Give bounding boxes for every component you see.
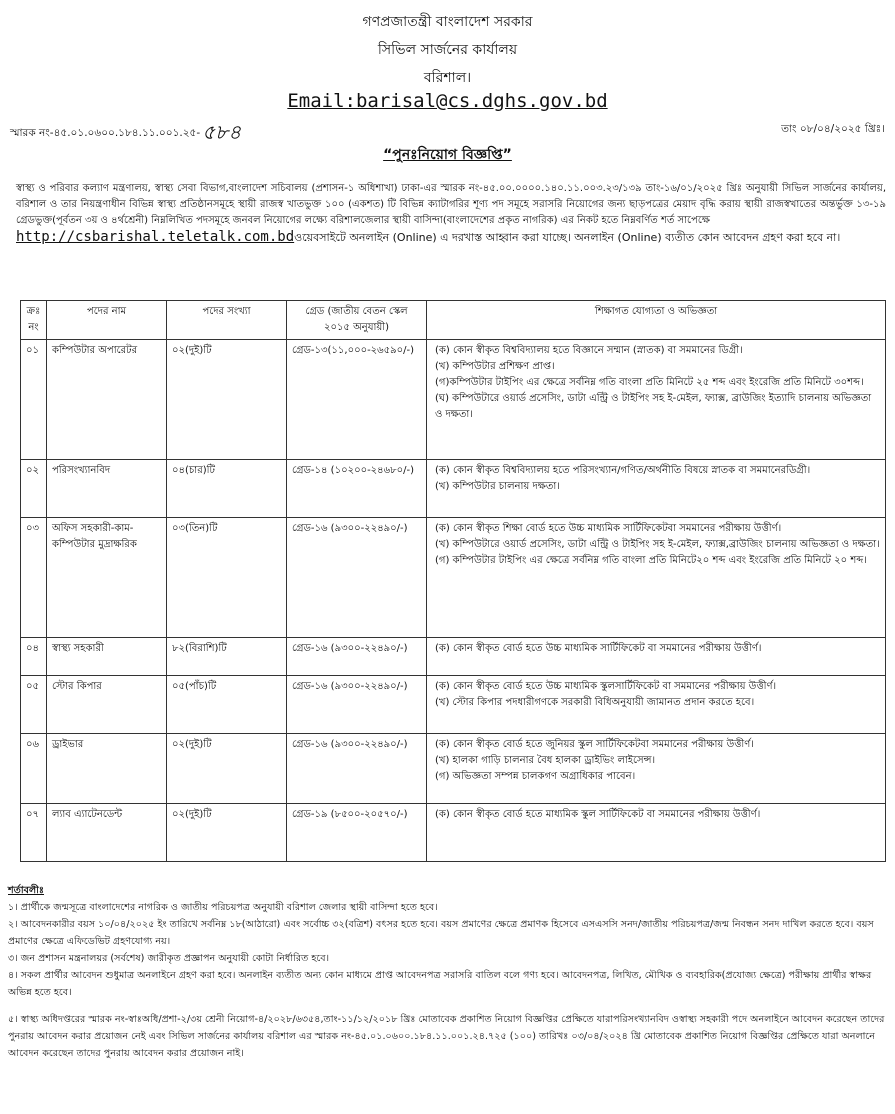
term-item: ১। প্রার্থীকে জন্মসূত্রে বাংলাদেশের নাগরিক ও জাতীয় পরিচয়পত্র অনুযায়ী বরিশাল জেলার স্থায়ী বাসিন্দা হতে হবে। [8, 902, 438, 913]
qualification-item: (ক) কোন স্বীকৃত বোর্ড হতে উচ্চ মাধ্যমিক সার্টিফিকেট বা সমমানের পরীক্ষায় উত্তীর্ণ। [435, 643, 762, 654]
qualification-item: (খ) কম্পিউটার চালনায় দক্ষতা। [435, 481, 560, 492]
post-name-cell: পরিসংখ্যানবিদ [47, 460, 167, 518]
post-name-cell: অফিস সহকারী-কাম-কম্পিউটার মুদ্রাক্ষরিক [47, 518, 167, 638]
grade-cell: গ্রেড-১৯ (৮৫০০-২০৫৭০/-) [287, 804, 427, 862]
qualification-item: (গ)কম্পিউটার টাইপিং এর ক্ষেত্রে সর্বনিম্ন গতি বাংলা প্রতি মিনিটে ২৫ শব্দ এবং ইংরেজি প্রতি মিনিটে ৩০শব্দ। [435, 377, 864, 388]
header-qualification: শিক্ষাগত যোগ্যতা ও অভিজ্ঞতা [427, 301, 886, 340]
grade-cell: গ্রেড-১৪ (১০২০০-২৪৬৮০/-) [287, 460, 427, 518]
table-row [21, 638, 886, 676]
qualification-item: (ক) কোন স্বীকৃত বোর্ড হতে জুনিয়র স্কুল সার্টিফিকেটবা সমমানের পরীক্ষায় উত্তীর্ণ। [435, 739, 754, 750]
post-count-cell: ০৩(তিন)টি [167, 518, 287, 638]
grade-cell: গ্রেড-১৬ (৯৩০০-২২৪৯০/-) [287, 518, 427, 638]
qualification-item: (ক) কোন স্বীকৃত বোর্ড হতে উচ্চ মাধ্যমিক স্কুলসার্টিফিকেট বা সমমানের পরীক্ষায় উত্তীর্ণ। [435, 681, 777, 692]
qualification-item: (খ) কম্পিউটার প্রশিক্ষণ প্রাপ্ত। [435, 361, 555, 372]
terms-title: শর্তাবলীঃ [8, 885, 45, 896]
qualification-cell [427, 340, 886, 460]
qualification-cell [427, 518, 886, 638]
grade-cell: গ্রেড-১৬ (৯৩০০-২২৪৯০/-) [287, 638, 427, 676]
qualification-cell [427, 734, 886, 804]
post-count-cell: ০২(দুই)টি [167, 340, 287, 460]
table-row [21, 460, 886, 518]
qualification-cell [427, 676, 886, 734]
table-row [21, 340, 886, 460]
grade-cell: গ্রেড-১৬ (৯৩০০-২২৪৯০/-) [287, 676, 427, 734]
post-count-cell: ০৪(চার)টি [167, 460, 287, 518]
term-item: ২। আবেদনকারীর বয়স ১০/০৪/২০২৫ ইং তারিখে সর্বনিম্ন ১৮(আঠারো) এবং সর্বোচ্চ ৩২(বত্রিশ) বৎসর হতে হবে। বয়স প্রমাণের ক্ষেত্রে প্রমাণক হিসেবে এসএসসি সনদ/জাতীয় পরিচয়পত্র/জন্ম নিবন্ধন সনদ দাখিল করতে হবে। বয়স প্রমাণের ক্ষেত্রে এফিডেভিট গ্রহণযোগ্য নয়। [8, 919, 874, 947]
qualification-item: (ক) কোন স্বীকৃত বোর্ড হতে মাধ্যমিক স্কুল সার্টিফিকেট বা সমমানের পরীক্ষায় উত্তীর্ণ। [435, 809, 761, 820]
serial-cell: ০৭ [21, 804, 47, 862]
table-row [21, 804, 886, 862]
table-row [21, 676, 886, 734]
intro-paragraph [16, 181, 886, 247]
qualification-item: (ক) কোন স্বীকৃত শিক্ষা বোর্ড হতে উচ্চ মাধ্যমিক সার্টিফিকেটবা সমমানের পরীক্ষায় উত্তীর্ণ। [435, 523, 782, 534]
qualification-cell [427, 460, 886, 518]
header-location: বরিশাল। [423, 70, 472, 86]
post-name-cell: ড্রাইভার [47, 734, 167, 804]
post-count-cell: ৮২(বিরাশি)টি [167, 638, 287, 676]
vacancy-table-body [21, 340, 886, 862]
table-row [21, 518, 886, 638]
post-name-cell: স্বাস্থ্য সহকারী [47, 638, 167, 676]
qualification-item: (গ) অভিজ্ঞতা সম্পন্ন চালকগণ অগ্রাধিকার পাবেন। [435, 771, 636, 782]
serial-cell: ০৬ [21, 734, 47, 804]
intro-rest: ওয়েবসাইটে অনলাইন (Online) এ দরখাস্ত আহ্বান করা যাচ্ছে। অনলাইন (Online) ব্যতীত কোন আবেদন গ্রহণ করা হবে না। [294, 231, 841, 244]
post-name-cell: স্টোর কিপার [47, 676, 167, 734]
post-name-cell: কম্পিউটার অপারেটর [47, 340, 167, 460]
term-item: ৩। জন প্রশাসন মন্ত্রনালয়র (সর্বশেষ) জারীকৃত প্রজ্ঞাপন অনুযায়ী কোটা নির্ধারিত হবে। [8, 953, 330, 964]
header-office: সিভিল সার্জনের কার্যালয় [377, 42, 518, 58]
serial-cell: ০১ [21, 340, 47, 460]
post-count-cell: ০২(দুই)টি [167, 804, 287, 862]
memo-number: স্মারক নং-৪৫.০১.০৬০০.১৮৪.১১.০০১.২৫- [10, 127, 201, 139]
qualification-item: (ক) কোন স্বীকৃত বিশ্ববিদ্যালয় হতে পরিসংখ্যান/গণিত/অর্থনীতি বিষয়ে স্নাতক বা সমমানেরডিগ্রী। [435, 465, 811, 476]
qualification-item: (খ) হালকা গাড়ি চালনার বৈধ হালকা ড্রাইভিং লাইসেন্স। [435, 755, 656, 766]
header-grade: গ্রেড (জাতীয় বেতন স্কেল ২০১৫ অনুযায়ী) [287, 301, 427, 340]
memo-handwritten-number: ৫৮৪ [202, 120, 242, 144]
qualification-item: (ঘ) কম্পিউটারে ওয়ার্ড প্রসেসিং, ডাটা এন্ট্রি ও টাইপিং সহ ই-মেইল, ফ্যাক্স, ব্রাউজিং ইত্যাদি চালনায় অভিজ্ঞতা ও দক্ষতা। [435, 393, 872, 420]
serial-cell: ০৫ [21, 676, 47, 734]
grade-cell: গ্রেড-১৬ (৯৩০০-২২৪৯০/-) [287, 734, 427, 804]
term-item: ৪। সকল প্রার্থীর আবেদন শুধুমাত্র অনলাইনে গ্রহণ করা হবে। অনলাইন ব্যতীত অন্য কোন মাধ্যমে প্রাপ্ত আবেদনপত্র সরাসরি বাতিল বলে গণ্য হবে। আবেদনপত্র, লিখিত, মৌখিক ও ব্যবহারিক(প্রযোজ্য ক্ষেত্রে) পরীক্ষায় প্রার্থীর স্বাক্ষর অভিন্ন হতে হবে। [8, 970, 872, 998]
qualification-cell [427, 638, 886, 676]
qualification-item: (ক) কোন স্বীকৃত বিশ্ববিদ্যালয় হতে বিজ্ঞানে সম্মান (স্নাতক) বা সমমানের ডিগ্রী। [435, 345, 743, 356]
qualification-item: (খ) স্টোর কিপার পদধারীগণকে সরকারী বিধিঅনুযায়ী জামানত প্রদান করতে হবে। [435, 697, 755, 708]
qualification-item: (গ) কম্পিউটার টাইপিং এর ক্ষেত্রে সর্বনিম্ন গতি বাংলা প্রতি মিনিটে২০ শব্দ এবং ইংরেজি প্রতি মিনিটে ২০ শব্দ। [435, 555, 867, 566]
memo-date: তাং ০৮/০৪/২০২৫ খ্রিঃ। [781, 123, 885, 135]
terms-section [8, 882, 886, 1062]
header-serial: ক্রঃ নং [21, 301, 47, 340]
table-header-row [21, 301, 886, 340]
table-row [21, 734, 886, 804]
term-item: ৫। স্বাস্থ্য অধিদপ্তরের স্মারক নং-স্বাঃঅধি/প্রশা-২/৩য় শ্রেনী নিয়োগ-৪/২০২৮/৬৩৫৪,তাং-১১/১২/২০১৮ খ্রিঃ মোতাবেক প্রকাশিত নিয়োগ বিজ্ঞপ্তির প্রেক্ষিতে যারাপরিসংখ্যানবিদ ওস্বাস্থ্য সহকারী পদে অনলাইনে আবেদন করেছেন তাদের পুনরায় আবেদন করার প্রয়োজন নেই এবং সিভিল সার্জনের কার্যালয় বরিশাল এর স্মারক নং-৪৫.০১.০৬০০.১৮৪.১১.০০১.২৪.৭২৫ (১০০) তারিখঃ ০৩/০৪/২০২৪ খ্রি মোতাবেক প্রকাশিত নিয়োগ বিজ্ঞপ্তির প্রেক্ষিতে যারা অনলানে আবেদন করেছেন তাদের পুনরায় আবেদন করার প্রয়োজন নাই। [8, 1014, 885, 1059]
post-count-cell: ০৫(পাঁচ)টি [167, 676, 287, 734]
website-link[interactable]: http://csbarishal.teletalk.com.bd [16, 229, 295, 245]
header-post: পদের নাম [47, 301, 167, 340]
header-email: Email:barisal@cs.dghs.gov.bd [287, 90, 608, 112]
serial-cell: ০৩ [21, 518, 47, 638]
intro-text: স্বাস্থ্য ও পরিবার কল্যাণ মন্ত্রণালয়, স্বাস্থ্য সেবা বিভাগ,বাংলাদেশ সচিবালয় (প্রশাসন-১ অধিশাখা) ঢাকা-এর স্মারক নং-৪৫.০০.০০০০.১৪০.১১.০০৩.২৩/১৩৯ তাং-১৬/০১/২০২৫ খ্রিঃ অনুযায়ী সিভিল সার্জনের কার্যালয়, বরিশাল ও তার নিয়ন্ত্রণাধীন বিভিন্ন স্বাস্থ্য প্রতিষ্ঠানসমূহে স্থায়ী রাজস্ব খাতভুক্ত ১০০ (একশত) টি বিভিন্ন ক্যাটাগরির শূণ্য পদ সমূহে সরাসরি নিয়োগের জন্য ছাড়পত্রের মেয়াদ বৃদ্ধি করায় স্থায়ী রাজস্বখাতের অন্তর্ভুক্ত ১৩-১৯ গ্রেডভুক্ত(পূর্বতন ৩য় ও ৪র্থশ্রেনী) নিম্নলিখিত পদসমূহে জনবল নিয়োগের লক্ষ্যে বরিশালজেলার স্থায়ী বাসিন্দা(বাংলাদেশের প্রকৃত নাগরিক) এর নিকট হতে নিম্নবর্ণিত শর্ত সাপেক্ষে [16, 183, 886, 226]
serial-cell: ০২ [21, 460, 47, 518]
qualification-item: (খ) কম্পিউটারে ওয়ার্ড প্রসেসিং, ডাটা এন্ট্রি ও টাইপিং সহ ই-মেইল, ফ্যাক্স,ব্রাউজিং চালনায় অভিজ্ঞতা ও দক্ষতা। [435, 539, 880, 550]
notice-title: “পুনঃনিয়োগ বিজ্ঞপ্তি” [383, 147, 512, 163]
grade-cell: গ্রেড-১৩(১১,০০০-২৬৫৯০/-) [287, 340, 427, 460]
header-government: গণপ্রজাতন্ত্রী বাংলাদেশ সরকার [362, 14, 533, 30]
qualification-cell [427, 804, 886, 862]
post-count-cell: ০২(দুই)টি [167, 734, 287, 804]
vacancy-table [20, 300, 886, 862]
post-name-cell: ল্যাব এ্যাটেনডেন্ট [47, 804, 167, 862]
serial-cell: ০৪ [21, 638, 47, 676]
header-count: পদের সংখ্যা [167, 301, 287, 340]
